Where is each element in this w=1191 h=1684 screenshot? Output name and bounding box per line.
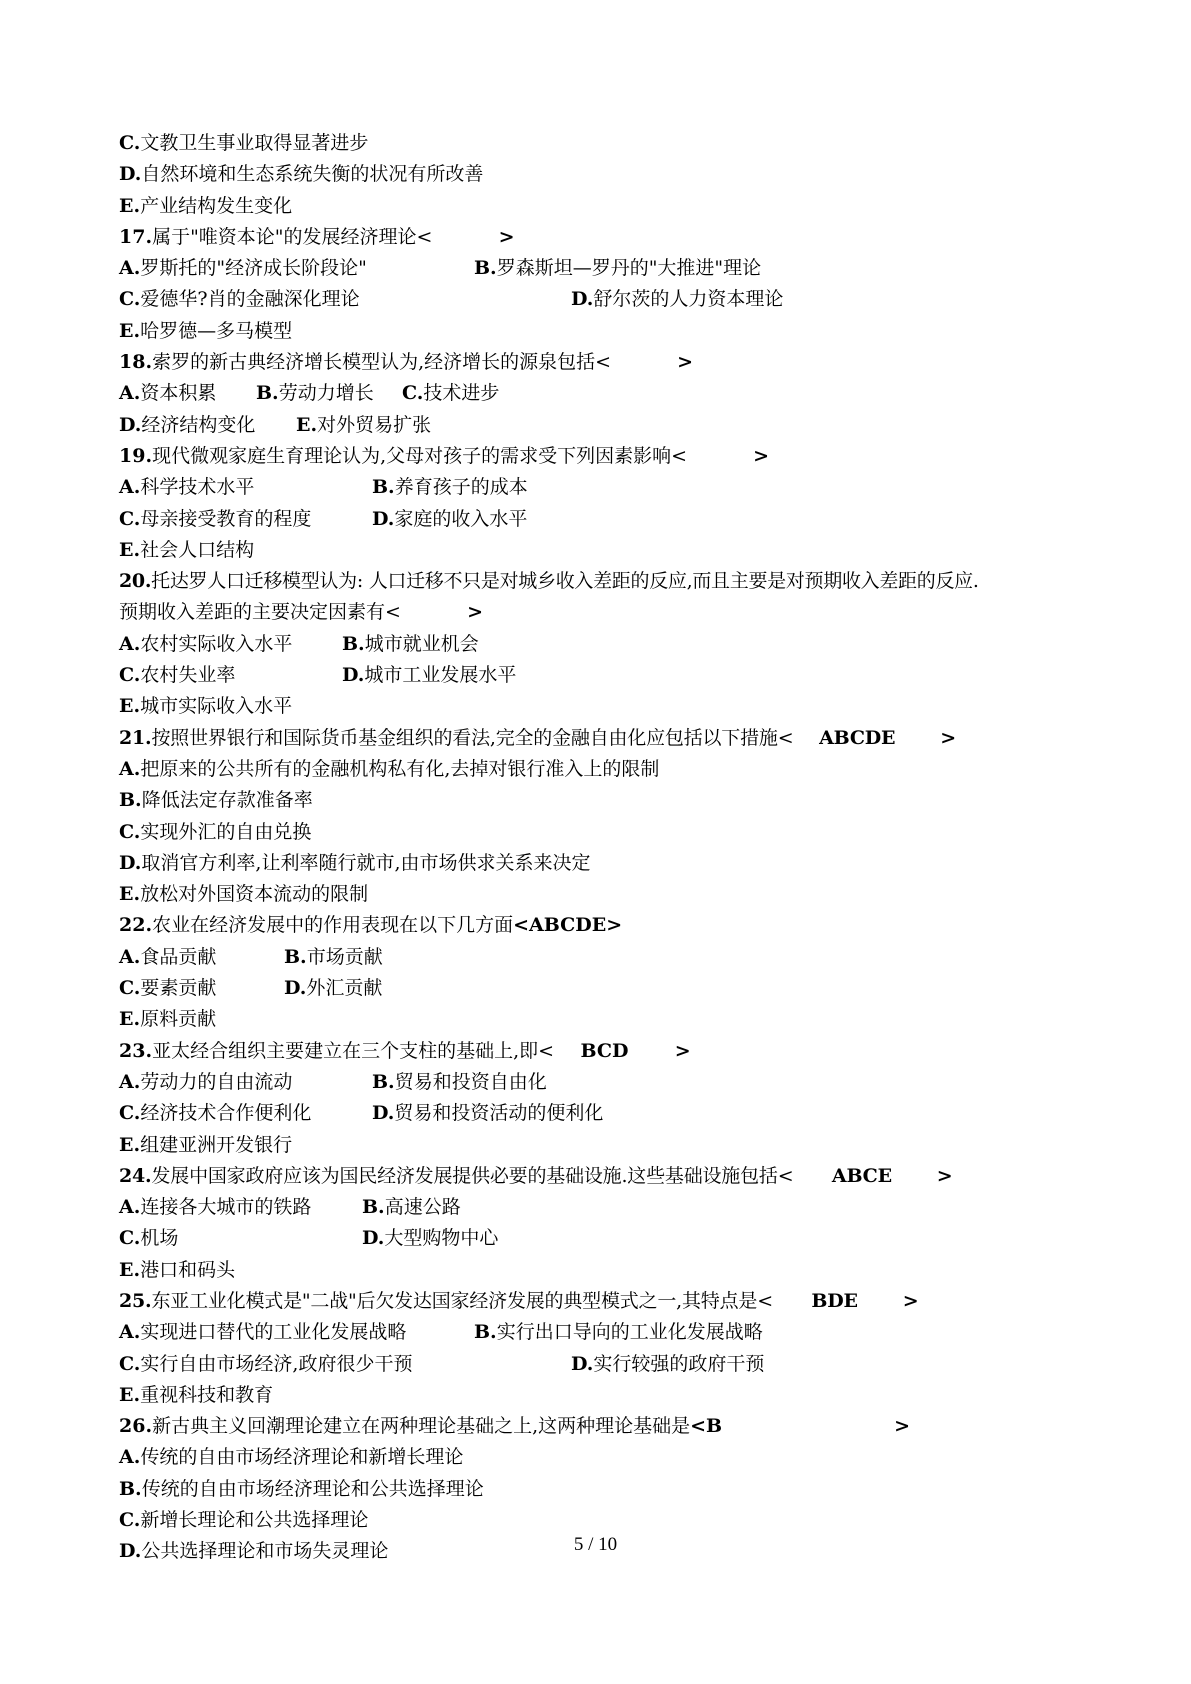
text-segment <box>119 1415 690 1437</box>
item-text: 舒尔茨的人力资本理论 <box>593 288 784 311</box>
text-segment <box>119 1259 235 1281</box>
text-segment <box>119 1290 773 1312</box>
item-text: 劳动力增长 <box>278 382 374 405</box>
text-segment <box>119 883 368 905</box>
item-text: 资本积累 <box>140 382 217 405</box>
answer-bracket: ABCE > <box>793 1164 953 1187</box>
text-segment <box>296 410 431 441</box>
item-text: 降低法定存款准备率 <box>141 789 313 812</box>
item-text: 亚太经合组织主要建立在三个支柱的基础上,即< <box>152 1039 555 1062</box>
text-segment <box>119 414 255 436</box>
text-segment <box>119 288 360 310</box>
page-separator: / <box>588 1534 594 1555</box>
item-label: D. <box>571 288 594 311</box>
answer-bracket: ABCDE > <box>793 726 956 749</box>
item-text: 新增长理论和公共选择理论 <box>140 1509 369 1532</box>
text-segment <box>119 476 254 498</box>
item-text: 城市就业机会 <box>364 632 479 655</box>
text-segment <box>119 539 254 561</box>
item-label: D. <box>284 977 307 1000</box>
item-text: 市场贡献 <box>306 945 383 968</box>
text-line <box>119 472 1099 503</box>
page-footer <box>0 1534 1191 1556</box>
item-text: 自然环境和生态系统失衡的状况有所改善 <box>141 163 484 186</box>
text-segment <box>119 1478 484 1500</box>
item-text: 贸易和投资活动的便利化 <box>394 1102 604 1125</box>
item-label: B. <box>119 1477 142 1500</box>
answer-bracket: <B > <box>690 1415 910 1438</box>
page-number: 5 <box>573 1534 584 1555</box>
item-label: C. <box>119 977 141 1000</box>
text-line <box>119 973 1099 1004</box>
item-label: C. <box>119 288 141 311</box>
text-line <box>119 535 1099 566</box>
item-label: E. <box>119 1383 141 1406</box>
text-line <box>119 848 1099 879</box>
item-text: 公共选择理论和市场失灵理论 <box>141 1540 389 1563</box>
text-segment <box>119 382 216 404</box>
item-label: A. <box>119 1196 141 1219</box>
text-segment <box>119 257 367 279</box>
text-line <box>119 1380 1099 1411</box>
item-label: B. <box>119 789 142 812</box>
text-segment <box>284 973 382 1004</box>
item-label: 22. <box>119 914 153 937</box>
item-label: A. <box>119 382 141 405</box>
text-line <box>119 441 1099 472</box>
text-segment <box>119 226 432 248</box>
answer-bracket: <ABCDE> <box>513 914 623 937</box>
text-line <box>119 1161 1099 1192</box>
text-segment <box>372 472 528 503</box>
item-label: 20. <box>119 570 152 593</box>
item-label: D. <box>362 1227 385 1250</box>
item-label: B. <box>372 1070 395 1093</box>
item-label: B. <box>284 945 307 968</box>
text-segment <box>119 1008 216 1030</box>
text-line <box>119 660 1099 691</box>
text-line <box>119 159 1099 190</box>
text-segment <box>119 1134 292 1156</box>
item-label: A. <box>119 476 141 499</box>
item-text: 发展中国家政府应该为国民经济发展提供必要的基础设施.这些基础设施包括< <box>151 1164 794 1187</box>
item-label: A. <box>119 632 141 655</box>
text-segment <box>119 601 401 623</box>
item-label: D. <box>571 1352 594 1375</box>
text-line <box>119 1223 1099 1254</box>
text-line <box>119 566 1099 597</box>
item-text: 把原来的公共所有的金融机构私有化,去掉对银行准入上的限制 <box>140 757 660 780</box>
item-text: 取消官方利率,让利率随行就市,由市场供求关系来决定 <box>141 851 591 874</box>
item-label: C. <box>119 664 141 687</box>
item-label: A. <box>119 945 141 968</box>
item-label: C. <box>402 382 424 405</box>
text-segment <box>119 664 235 686</box>
item-label: D. <box>119 1540 142 1563</box>
answer-bracket: > <box>400 601 483 624</box>
item-text: 产业结构发生变化 <box>140 194 293 217</box>
item-label: B. <box>362 1196 385 1219</box>
item-text: 技术进步 <box>423 382 500 405</box>
text-segment <box>119 1227 178 1249</box>
text-segment <box>119 789 313 811</box>
text-segment <box>571 284 783 315</box>
text-line <box>119 942 1099 973</box>
text-segment <box>119 163 483 185</box>
item-label: C. <box>119 820 141 843</box>
text-line <box>119 723 1099 754</box>
item-label: 21. <box>119 726 152 749</box>
item-label: E. <box>119 1133 141 1156</box>
item-label: 23. <box>119 1039 153 1062</box>
text-segment <box>119 1102 311 1124</box>
item-text: 托达罗人口迁移模型认为: 人口迁移不只是对城乡收入差距的反应,而且主要是对预期收入差距的反应. <box>151 570 979 593</box>
answer-bracket: > <box>432 225 515 248</box>
text-segment <box>119 132 368 154</box>
text-line <box>119 1474 1099 1505</box>
text-line <box>119 1098 1099 1129</box>
item-text: 罗森斯坦—罗丹的"大推进"理论 <box>496 257 762 280</box>
text-line <box>119 1036 1099 1067</box>
item-text: 实行自由市场经济,政府很少干预 <box>140 1352 413 1375</box>
item-label: E. <box>119 319 141 342</box>
item-label: D. <box>372 507 395 530</box>
text-segment <box>119 195 292 217</box>
item-label: C. <box>119 1227 141 1250</box>
item-text: 外汇贡献 <box>306 977 383 1000</box>
item-label: E. <box>119 695 141 718</box>
text-segment <box>119 445 687 467</box>
item-label: D. <box>119 163 142 186</box>
item-text: 要素贡献 <box>140 977 217 1000</box>
text-segment <box>372 1098 603 1129</box>
item-text: 重视科技和教育 <box>140 1383 274 1406</box>
item-label: D. <box>119 413 142 436</box>
text-segment <box>119 1353 412 1375</box>
text-segment <box>119 1321 406 1343</box>
text-segment <box>119 320 292 342</box>
item-text: 经济技术合作便利化 <box>140 1102 312 1125</box>
answer-bracket: > <box>611 351 694 374</box>
text-line <box>119 1317 1099 1348</box>
text-segment <box>284 942 383 973</box>
text-segment <box>474 253 761 284</box>
item-label: A. <box>119 1321 141 1344</box>
text-segment <box>119 570 979 592</box>
text-segment <box>372 1067 547 1098</box>
text-line <box>119 1130 1099 1161</box>
item-text: 港口和码头 <box>140 1258 236 1281</box>
text-line <box>119 629 1099 660</box>
item-text: 传统的自由市场经济理论和公共选择理论 <box>141 1477 484 1500</box>
item-text: 哈罗德—多马模型 <box>140 319 293 342</box>
item-text: 城市实际收入水平 <box>140 695 293 718</box>
answer-bracket: > <box>687 444 770 467</box>
item-text: 对外贸易扩张 <box>317 413 432 436</box>
item-text: 家庭的收入水平 <box>394 507 528 530</box>
text-segment <box>362 1223 498 1254</box>
item-label: 24. <box>119 1164 152 1187</box>
answer-bracket: BDE > <box>772 1289 919 1312</box>
item-text: 农业在经济发展中的作用表现在以下几方面 <box>152 914 514 937</box>
item-text: 养育孩子的成本 <box>394 476 528 499</box>
item-label: E. <box>119 1008 141 1031</box>
text-line <box>119 879 1099 910</box>
question-list <box>119 128 1099 1568</box>
item-text: 城市工业发展水平 <box>364 664 517 687</box>
text-segment <box>474 1317 763 1348</box>
item-label: A. <box>119 1070 141 1093</box>
item-label: B. <box>342 632 365 655</box>
item-text: 组建亚洲开发银行 <box>140 1133 293 1156</box>
text-segment <box>119 852 591 874</box>
item-label: 25. <box>119 1289 152 1312</box>
text-segment <box>119 1165 793 1187</box>
text-line <box>119 410 1099 441</box>
text-line <box>119 597 1099 628</box>
text-segment <box>119 977 216 999</box>
item-text: 贸易和投资自由化 <box>394 1070 547 1093</box>
text-line <box>119 1505 1099 1536</box>
text-line <box>119 378 1099 409</box>
item-text: 机场 <box>140 1227 179 1250</box>
item-label: A. <box>119 257 141 280</box>
item-label: B. <box>474 1321 497 1344</box>
item-label: 18. <box>119 351 153 374</box>
text-segment <box>119 1196 311 1218</box>
item-label: E. <box>296 413 318 436</box>
text-line <box>119 1067 1099 1098</box>
text-line <box>119 1255 1099 1286</box>
item-text: 东亚工业化模式是"二战"后欠发达国家经济发展的典型模式之一,其特点是< <box>151 1289 773 1312</box>
text-segment <box>119 914 513 936</box>
item-text: 传统的自由市场经济理论和新增长理论 <box>140 1446 464 1469</box>
item-text: 文教卫生事业取得显著进步 <box>140 132 369 154</box>
item-label: E. <box>119 194 141 217</box>
item-text: 高速公路 <box>384 1196 461 1219</box>
text-segment <box>571 1349 764 1380</box>
item-text: 大型购物中心 <box>384 1227 499 1250</box>
item-label: C. <box>119 132 141 154</box>
item-text: 原料贡献 <box>140 1008 217 1031</box>
item-text: 科学技术水平 <box>140 476 255 499</box>
text-line <box>119 284 1099 315</box>
text-segment <box>119 1040 554 1062</box>
text-line <box>119 754 1099 785</box>
item-text: 索罗的新古典经济增长模型认为,经济增长的源泉包括< <box>152 351 612 374</box>
item-text: 劳动力的自由流动 <box>140 1070 293 1093</box>
item-text: 预期收入差距的主要决定因素有< <box>119 601 401 624</box>
item-text: 实行较强的政府干预 <box>593 1352 765 1375</box>
item-text: 连接各大城市的铁路 <box>140 1196 312 1219</box>
item-label: 17. <box>119 225 153 248</box>
item-text: 农村实际收入水平 <box>140 632 293 655</box>
item-text: 食品贡献 <box>140 945 217 968</box>
text-segment <box>119 1071 292 1093</box>
item-text: 农村失业率 <box>140 664 236 687</box>
item-text: 实现外汇的自由兑换 <box>140 820 312 843</box>
item-label: A. <box>119 1446 141 1469</box>
item-label: D. <box>119 851 142 874</box>
text-line <box>119 1411 1099 1442</box>
text-segment <box>119 946 216 968</box>
text-line <box>119 222 1099 253</box>
item-text: 经济结构变化 <box>141 413 256 436</box>
item-label: B. <box>256 382 279 405</box>
item-label: C. <box>119 507 141 530</box>
item-text: 新古典主义回潮理论建立在两种理论基础之上,这两种理论基础是 <box>152 1415 691 1438</box>
text-segment <box>119 508 311 530</box>
page-total: 10 <box>598 1534 618 1555</box>
text-line <box>119 1192 1099 1223</box>
text-segment <box>119 633 292 655</box>
text-line <box>119 1349 1099 1380</box>
item-text: 属于"唯资本论"的发展经济理论< <box>152 225 433 248</box>
item-label: 26. <box>119 1415 153 1438</box>
item-text: 放松对外国资本流动的限制 <box>140 883 369 906</box>
text-segment <box>119 727 793 749</box>
item-label: C. <box>119 1352 141 1375</box>
item-text: 实行出口导向的工业化发展战略 <box>496 1321 763 1344</box>
item-label: C. <box>119 1102 141 1125</box>
item-label: B. <box>372 476 395 499</box>
item-text: 母亲接受教育的程度 <box>140 507 312 530</box>
text-line <box>119 128 1099 159</box>
text-line <box>119 785 1099 816</box>
text-segment <box>119 821 311 843</box>
text-line <box>119 817 1099 848</box>
text-line <box>119 691 1099 722</box>
item-label: 19. <box>119 444 153 467</box>
text-line <box>119 1004 1099 1035</box>
item-text: 罗斯托的"经济成长阶段论" <box>140 257 367 280</box>
text-segment <box>119 695 292 717</box>
item-label: D. <box>342 664 365 687</box>
text-segment <box>256 378 374 409</box>
text-segment <box>119 1384 273 1406</box>
text-segment <box>119 351 611 373</box>
item-label: C. <box>119 1509 141 1532</box>
item-label: B. <box>474 257 497 280</box>
text-segment <box>402 378 499 409</box>
text-line <box>119 347 1099 378</box>
item-text: 实现进口替代的工业化发展战略 <box>140 1321 407 1344</box>
text-line <box>119 1442 1099 1473</box>
text-line <box>119 504 1099 535</box>
text-line <box>119 1286 1099 1317</box>
item-label: D. <box>372 1102 395 1125</box>
text-segment <box>119 1446 463 1468</box>
text-line <box>119 910 1099 941</box>
text-line <box>119 191 1099 222</box>
item-text: 现代微观家庭生育理论认为,父母对孩子的需求受下列因素影响< <box>152 444 688 467</box>
text-line <box>119 253 1099 284</box>
text-segment <box>372 504 527 535</box>
item-text: 社会人口结构 <box>140 538 255 561</box>
item-text: 爱德华?肖的金融深化理论 <box>140 288 360 311</box>
item-label: E. <box>119 538 141 561</box>
item-label: A. <box>119 757 141 780</box>
text-segment <box>342 660 516 691</box>
answer-bracket: BCD > <box>554 1039 691 1062</box>
item-text: 按照世界银行和国际货币基金组织的看法,完全的金融自由化应包括以下措施< <box>151 726 794 749</box>
text-segment <box>362 1192 461 1223</box>
text-segment <box>119 758 659 780</box>
text-segment <box>119 1509 368 1531</box>
text-segment <box>342 629 479 660</box>
text-line <box>119 316 1099 347</box>
item-label: E. <box>119 1258 141 1281</box>
item-label: E. <box>119 883 141 906</box>
